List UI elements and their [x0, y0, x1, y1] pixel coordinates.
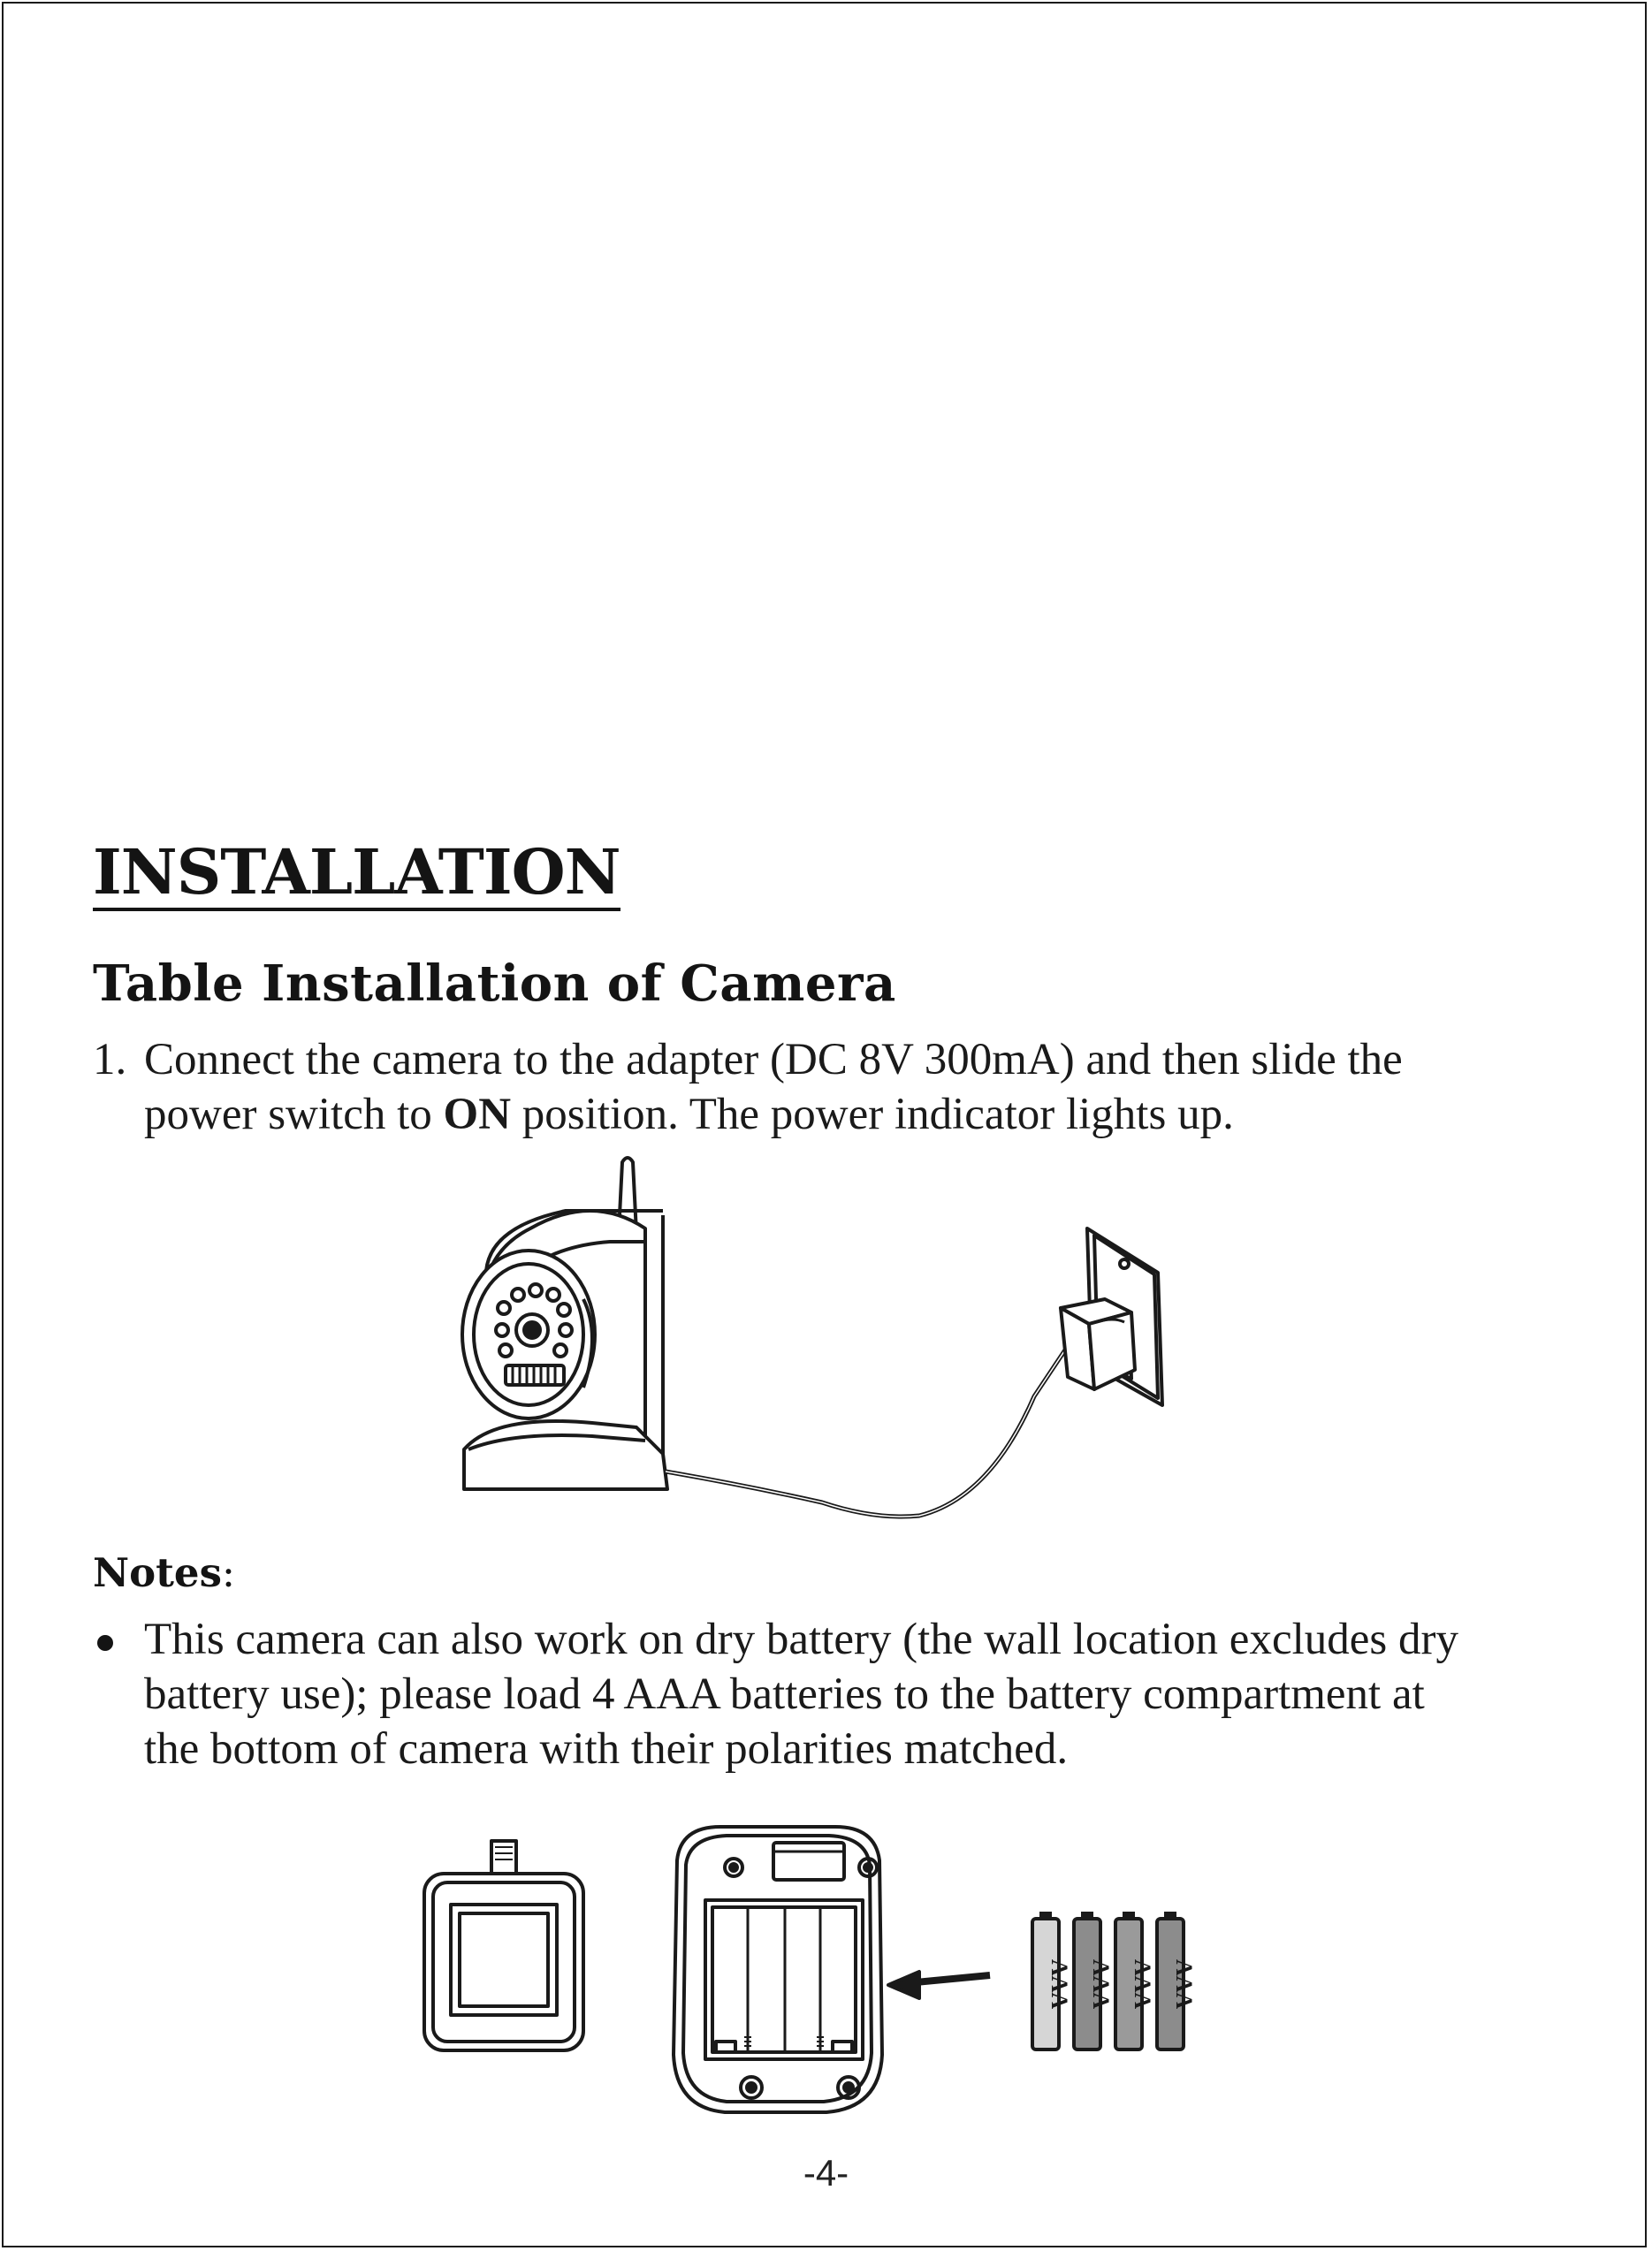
battery-label: AAA — [1130, 1958, 1155, 2010]
list-item — [93, 1612, 1604, 1776]
note-line-1: This camera can also work on dry battery (the wall location excludes dry — [144, 1615, 1458, 1664]
step-line-2-text: power switch to — [144, 1090, 444, 1139]
step-number: 1. — [93, 1035, 127, 1084]
battery-label: AAA — [1088, 1958, 1114, 2010]
bullet-icon — [97, 1635, 113, 1651]
aaa-battery-icons — [1032, 1912, 1197, 2049]
notes-colon: : — [221, 1549, 236, 1596]
step-line-2 — [93, 1087, 1595, 1142]
on-emphasis: ON — [443, 1090, 512, 1139]
note-line-2: battery use); please load 4 AAA batteries to the battery compartment at — [144, 1669, 1425, 1719]
note-line-3: the bottom of camera with their polarities matched. — [144, 1724, 1069, 1774]
battery-installation-illustration — [415, 1816, 1229, 2121]
battery-label: AAA — [1047, 1958, 1072, 2010]
notes-label — [93, 1549, 235, 1596]
step-line-2-rest: position. The power indicator lights up. — [511, 1090, 1234, 1139]
step-line-1: Connect the camera to the adapter (DC 8V 300mA) and then slide the — [144, 1035, 1403, 1084]
step-1 — [93, 1032, 1595, 1142]
battery-label: AAA — [1171, 1958, 1197, 2010]
notes-label-text: Notes — [93, 1549, 222, 1596]
page-number: -4- — [803, 2152, 849, 2194]
camera-adapter-illustration — [460, 1149, 1202, 1538]
section-heading: INSTALLATION — [93, 838, 620, 911]
notes-list — [93, 1612, 1604, 1776]
subsection-heading: Table Installation of Camera — [93, 954, 896, 1013]
